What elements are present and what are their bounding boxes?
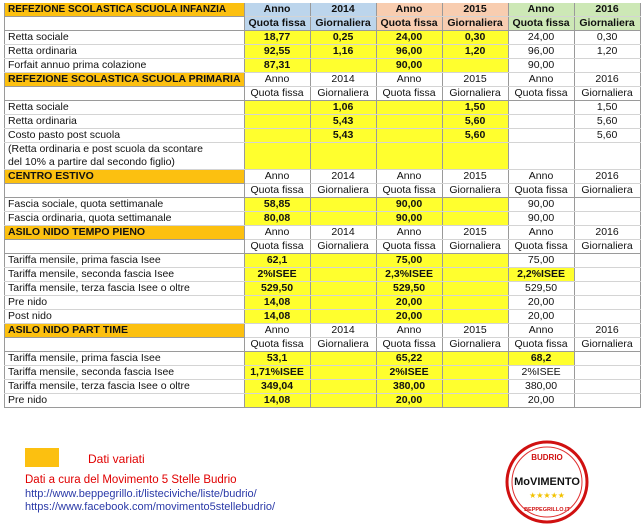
legend-swatch bbox=[25, 448, 59, 467]
section-title-centro-estivo: CENTRO ESTIVO bbox=[5, 170, 245, 184]
value-cell bbox=[310, 394, 376, 408]
value-cell bbox=[574, 380, 640, 394]
row-label: Fascia sociale, quota settimanale bbox=[5, 198, 245, 212]
empty-cell bbox=[442, 156, 508, 170]
row-label: Tariffa mensile, terza fascia Isee o oltre bbox=[5, 282, 245, 296]
value-cell: 20,00 bbox=[508, 394, 574, 408]
value-cell bbox=[244, 101, 310, 115]
header-giornaliera: Giornaliera bbox=[442, 240, 508, 254]
header-anno-2016: Anno bbox=[508, 3, 574, 17]
value-cell: 90,00 bbox=[376, 59, 442, 73]
row-label: Tariffa mensile, seconda fascia Isee bbox=[5, 366, 245, 380]
header-quota-fissa: Quota fissa bbox=[244, 240, 310, 254]
header-year-2015: 2015 bbox=[442, 226, 508, 240]
header-giornaliera: Giornaliera bbox=[310, 240, 376, 254]
value-cell bbox=[376, 129, 442, 143]
value-cell: 5,60 bbox=[574, 129, 640, 143]
value-cell bbox=[574, 254, 640, 268]
empty-cell bbox=[376, 156, 442, 170]
header-year-2014: 2014 bbox=[310, 3, 376, 17]
table-row bbox=[5, 198, 641, 212]
header-year-2016: 2016 bbox=[574, 324, 640, 338]
value-cell: 5,43 bbox=[310, 115, 376, 129]
value-cell bbox=[310, 59, 376, 73]
value-cell: 2,2%ISEE bbox=[508, 268, 574, 282]
header-year-2016: 2016 bbox=[574, 226, 640, 240]
header-anno: Anno bbox=[508, 324, 574, 338]
value-cell bbox=[442, 212, 508, 226]
value-cell: 1,06 bbox=[310, 101, 376, 115]
value-cell: 20,00 bbox=[508, 310, 574, 324]
header-anno: Anno bbox=[244, 170, 310, 184]
value-cell: 65,22 bbox=[376, 352, 442, 366]
header-year-2014: 2014 bbox=[310, 170, 376, 184]
value-cell: 24,00 bbox=[376, 31, 442, 45]
row-label: Fascia ordinaria, quota settimanale bbox=[5, 212, 245, 226]
value-cell: 529,50 bbox=[508, 282, 574, 296]
row-label: Tariffa mensile, prima fascia Isee bbox=[5, 254, 245, 268]
header-quota-fissa: Quota fissa bbox=[244, 184, 310, 198]
row-label: Retta sociale bbox=[5, 101, 245, 115]
tariffe-table bbox=[4, 3, 641, 408]
note-row bbox=[5, 156, 641, 170]
value-cell bbox=[508, 101, 574, 115]
header-quota-fissa: Quota fissa bbox=[376, 184, 442, 198]
value-cell: 14,08 bbox=[244, 394, 310, 408]
value-cell: 0,30 bbox=[442, 31, 508, 45]
header-quota-fissa-2015: Quota fissa bbox=[376, 17, 442, 31]
section-title-infanzia: REFEZIONE SCOLASTICA SCUOLA INFANZIA bbox=[5, 3, 245, 17]
header-year-2016: 2016 bbox=[574, 73, 640, 87]
row-label: Retta ordinaria bbox=[5, 45, 245, 59]
logo-stars: ★★★★★ bbox=[529, 491, 565, 500]
value-cell bbox=[574, 352, 640, 366]
header-anno-2014: Anno bbox=[244, 3, 310, 17]
header-giornaliera: Giornaliera bbox=[310, 87, 376, 101]
header-year-2015: 2015 bbox=[442, 324, 508, 338]
value-cell bbox=[574, 282, 640, 296]
value-cell: 87,31 bbox=[244, 59, 310, 73]
value-cell bbox=[574, 296, 640, 310]
value-cell: 80,08 bbox=[244, 212, 310, 226]
header-quota-fissa: Quota fissa bbox=[244, 338, 310, 352]
value-cell bbox=[310, 380, 376, 394]
table-row bbox=[5, 296, 641, 310]
section-subheader-row bbox=[5, 87, 641, 101]
logo-bottom-text: BEPPEGRILLO.IT bbox=[524, 507, 570, 513]
header-giornaliera: Giornaliera bbox=[442, 87, 508, 101]
value-cell bbox=[442, 310, 508, 324]
row-label: Pre nido bbox=[5, 394, 245, 408]
header-giornaliera: Giornaliera bbox=[310, 338, 376, 352]
value-cell: 5,60 bbox=[442, 129, 508, 143]
empty-cell bbox=[574, 156, 640, 170]
header-year-2015: 2015 bbox=[442, 73, 508, 87]
header-subrow bbox=[5, 17, 641, 31]
header-quota-fissa: Quota fissa bbox=[376, 240, 442, 254]
value-cell: 529,50 bbox=[376, 282, 442, 296]
value-cell: 92,55 bbox=[244, 45, 310, 59]
empty-cell bbox=[5, 87, 245, 101]
header-quota-fissa: Quota fissa bbox=[508, 240, 574, 254]
table-row bbox=[5, 45, 641, 59]
header-quota-fissa: Quota fissa bbox=[508, 184, 574, 198]
value-cell bbox=[244, 129, 310, 143]
header-anno: Anno bbox=[508, 226, 574, 240]
header-quota-fissa: Quota fissa bbox=[376, 87, 442, 101]
value-cell: 53,1 bbox=[244, 352, 310, 366]
header-giornaliera-2015: Giornaliera bbox=[442, 17, 508, 31]
facebook-link[interactable]: https://www.facebook.com/movimento5stellebudrio/ bbox=[25, 501, 276, 513]
value-cell bbox=[244, 115, 310, 129]
value-cell: 24,00 bbox=[508, 31, 574, 45]
value-cell bbox=[310, 268, 376, 282]
value-cell: 5,60 bbox=[442, 115, 508, 129]
value-cell bbox=[442, 254, 508, 268]
movimento-5-stelle-logo bbox=[505, 440, 589, 524]
header-giornaliera: Giornaliera bbox=[442, 338, 508, 352]
header-giornaliera: Giornaliera bbox=[442, 184, 508, 198]
value-cell: 2%ISEE bbox=[376, 366, 442, 380]
empty-cell bbox=[5, 17, 245, 31]
header-year-2014: 2014 bbox=[310, 73, 376, 87]
value-cell bbox=[376, 101, 442, 115]
empty-cell bbox=[5, 184, 245, 198]
value-cell bbox=[574, 310, 640, 324]
row-label: Costo pasto post scuola bbox=[5, 129, 245, 143]
header-anno: Anno bbox=[376, 324, 442, 338]
value-cell: 18,77 bbox=[244, 31, 310, 45]
empty-cell bbox=[376, 143, 442, 157]
value-cell: 529,50 bbox=[244, 282, 310, 296]
value-cell: 90,00 bbox=[508, 198, 574, 212]
header-year-2014: 2014 bbox=[310, 226, 376, 240]
value-cell: 14,08 bbox=[244, 310, 310, 324]
header-giornaliera: Giornaliera bbox=[574, 240, 640, 254]
value-cell: 20,00 bbox=[508, 296, 574, 310]
table-row bbox=[5, 380, 641, 394]
beppegrillo-link[interactable]: http://www.beppegrillo.it/listeciviche/liste/budrio/ bbox=[25, 488, 257, 500]
value-cell bbox=[574, 268, 640, 282]
credit-text: Dati a cura del Movimento 5 Stelle Budrio bbox=[25, 474, 237, 486]
value-cell bbox=[442, 282, 508, 296]
value-cell bbox=[574, 198, 640, 212]
legend-label: Dati variati bbox=[88, 452, 145, 466]
row-label: Retta ordinaria bbox=[5, 115, 245, 129]
value-cell bbox=[442, 352, 508, 366]
value-cell: 1,20 bbox=[574, 45, 640, 59]
section-title-asilo-part-time: ASILO NIDO PART TIME bbox=[5, 324, 245, 338]
row-label: Retta sociale bbox=[5, 31, 245, 45]
row-label: Tariffa mensile, seconda fascia Isee bbox=[5, 268, 245, 282]
section-header-row bbox=[5, 73, 641, 87]
header-anno: Anno bbox=[244, 226, 310, 240]
empty-cell bbox=[574, 143, 640, 157]
section-subheader-row bbox=[5, 338, 641, 352]
note-text: (Retta ordinaria e post scuola da scontare bbox=[5, 143, 245, 157]
value-cell: 90,00 bbox=[376, 212, 442, 226]
note-row bbox=[5, 143, 641, 157]
empty-cell bbox=[5, 338, 245, 352]
empty-cell bbox=[244, 156, 310, 170]
value-cell bbox=[310, 310, 376, 324]
value-cell: 75,00 bbox=[376, 254, 442, 268]
header-giornaliera: Giornaliera bbox=[574, 184, 640, 198]
value-cell bbox=[310, 282, 376, 296]
table-row bbox=[5, 101, 641, 115]
table-row bbox=[5, 212, 641, 226]
note-text: del 10% a partire dal secondo figlio) bbox=[5, 156, 245, 170]
value-cell: 5,43 bbox=[310, 129, 376, 143]
value-cell: 2%ISEE bbox=[244, 268, 310, 282]
table-row bbox=[5, 394, 641, 408]
value-cell bbox=[442, 366, 508, 380]
header-giornaliera: Giornaliera bbox=[310, 184, 376, 198]
value-cell: 68,2 bbox=[508, 352, 574, 366]
value-cell: 1,71%ISEE bbox=[244, 366, 310, 380]
row-label: Tariffa mensile, terza fascia Isee o oltre bbox=[5, 380, 245, 394]
value-cell: 75,00 bbox=[508, 254, 574, 268]
header-anno-2015: Anno bbox=[376, 3, 442, 17]
row-label: Tariffa mensile, prima fascia Isee bbox=[5, 352, 245, 366]
value-cell bbox=[442, 198, 508, 212]
section-header-row bbox=[5, 226, 641, 240]
table-row bbox=[5, 310, 641, 324]
value-cell: 1,50 bbox=[442, 101, 508, 115]
header-anno: Anno bbox=[244, 73, 310, 87]
value-cell: 1,20 bbox=[442, 45, 508, 59]
value-cell bbox=[310, 198, 376, 212]
table-row bbox=[5, 129, 641, 143]
value-cell: 58,85 bbox=[244, 198, 310, 212]
header-quota-fissa: Quota fissa bbox=[508, 338, 574, 352]
section-subheader-row bbox=[5, 184, 641, 198]
row-label: Forfait annuo prima colazione bbox=[5, 59, 245, 73]
value-cell bbox=[310, 296, 376, 310]
header-giornaliera: Giornaliera bbox=[574, 338, 640, 352]
row-label: Post nido bbox=[5, 310, 245, 324]
section-title-asilo-tempo-pieno: ASILO NIDO TEMPO PIENO bbox=[5, 226, 245, 240]
value-cell bbox=[310, 212, 376, 226]
value-cell bbox=[508, 115, 574, 129]
empty-cell bbox=[244, 143, 310, 157]
value-cell: 2,3%ISEE bbox=[376, 268, 442, 282]
value-cell: 0,30 bbox=[574, 31, 640, 45]
value-cell: 20,00 bbox=[376, 296, 442, 310]
empty-cell bbox=[508, 156, 574, 170]
header-anno: Anno bbox=[376, 73, 442, 87]
table-row bbox=[5, 366, 641, 380]
empty-cell bbox=[310, 143, 376, 157]
value-cell: 62,1 bbox=[244, 254, 310, 268]
value-cell: 380,00 bbox=[508, 380, 574, 394]
header-anno: Anno bbox=[376, 226, 442, 240]
table-row bbox=[5, 352, 641, 366]
logo-top-text: BUDRIO bbox=[531, 453, 563, 462]
value-cell bbox=[442, 59, 508, 73]
header-quota-fissa-2016: Quota fissa bbox=[508, 17, 574, 31]
empty-cell bbox=[310, 156, 376, 170]
value-cell: 96,00 bbox=[376, 45, 442, 59]
header-row bbox=[5, 3, 641, 17]
value-cell bbox=[310, 254, 376, 268]
header-quota-fissa: Quota fissa bbox=[508, 87, 574, 101]
value-cell: 0,25 bbox=[310, 31, 376, 45]
table-row bbox=[5, 268, 641, 282]
header-giornaliera-2014: Giornaliera bbox=[310, 17, 376, 31]
value-cell: 96,00 bbox=[508, 45, 574, 59]
section-subheader-row bbox=[5, 240, 641, 254]
logo-main-text: MoVIMENTO bbox=[514, 476, 580, 488]
header-year-2015: 2015 bbox=[442, 3, 508, 17]
value-cell bbox=[574, 212, 640, 226]
header-year-2016: 2016 bbox=[574, 170, 640, 184]
section-header-row bbox=[5, 170, 641, 184]
header-anno: Anno bbox=[508, 170, 574, 184]
value-cell bbox=[574, 394, 640, 408]
value-cell bbox=[508, 129, 574, 143]
value-cell: 90,00 bbox=[508, 212, 574, 226]
value-cell bbox=[442, 380, 508, 394]
header-giornaliera: Giornaliera bbox=[574, 87, 640, 101]
value-cell: 90,00 bbox=[508, 59, 574, 73]
value-cell: 5,60 bbox=[574, 115, 640, 129]
value-cell bbox=[310, 366, 376, 380]
header-anno: Anno bbox=[244, 324, 310, 338]
value-cell: 1,16 bbox=[310, 45, 376, 59]
section-header-row bbox=[5, 324, 641, 338]
value-cell bbox=[442, 394, 508, 408]
value-cell bbox=[574, 366, 640, 380]
header-quota-fissa-2014: Quota fissa bbox=[244, 17, 310, 31]
value-cell: 20,00 bbox=[376, 394, 442, 408]
header-quota-fissa: Quota fissa bbox=[244, 87, 310, 101]
empty-cell bbox=[442, 143, 508, 157]
table-row bbox=[5, 282, 641, 296]
table-row bbox=[5, 31, 641, 45]
value-cell: 349,04 bbox=[244, 380, 310, 394]
value-cell: 14,08 bbox=[244, 296, 310, 310]
empty-cell bbox=[508, 143, 574, 157]
value-cell: 380,00 bbox=[376, 380, 442, 394]
value-cell: 90,00 bbox=[376, 198, 442, 212]
table-row bbox=[5, 115, 641, 129]
value-cell bbox=[574, 59, 640, 73]
value-cell bbox=[376, 115, 442, 129]
header-year-2015: 2015 bbox=[442, 170, 508, 184]
header-anno: Anno bbox=[376, 170, 442, 184]
table-row bbox=[5, 59, 641, 73]
value-cell bbox=[310, 352, 376, 366]
value-cell bbox=[442, 268, 508, 282]
value-cell: 20,00 bbox=[376, 310, 442, 324]
value-cell: 2%ISEE bbox=[508, 366, 574, 380]
row-label: Pre nido bbox=[5, 296, 245, 310]
header-year-2014: 2014 bbox=[310, 324, 376, 338]
value-cell: 1,50 bbox=[574, 101, 640, 115]
header-quota-fissa: Quota fissa bbox=[376, 338, 442, 352]
header-giornaliera-2016: Giornaliera bbox=[574, 17, 640, 31]
empty-cell bbox=[5, 240, 245, 254]
section-title-primaria: REFEZIONE SCOLASTICA SCUOLA PRIMARIA bbox=[5, 73, 245, 87]
header-year-2016: 2016 bbox=[574, 3, 640, 17]
value-cell bbox=[442, 296, 508, 310]
header-anno: Anno bbox=[508, 73, 574, 87]
table-row bbox=[5, 254, 641, 268]
